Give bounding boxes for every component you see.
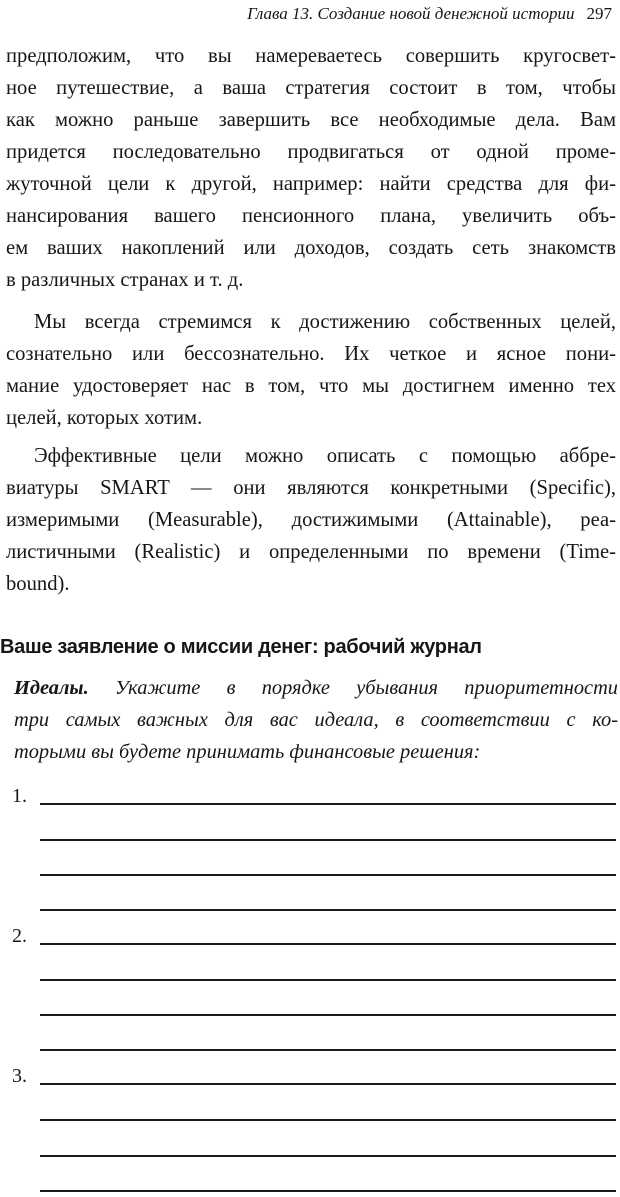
entry-2-write-line[interactable] bbox=[40, 1014, 616, 1016]
entry-3-write-line[interactable] bbox=[40, 1083, 616, 1085]
text-line: измеримыми (Measurable), достижимыми (Attainable), реа- bbox=[6, 509, 616, 531]
text-line: жуточной цели к другой, например: найти средства для фи- bbox=[6, 173, 616, 195]
paragraph-goals bbox=[6, 306, 616, 434]
text-line: придется последовательно продвигаться от одной проме- bbox=[6, 141, 616, 163]
text-line: предположим, что вы намереваетесь совершить кругосвет- bbox=[6, 45, 616, 67]
text-line: Эффективные цели можно описать с помощью аббре- bbox=[34, 445, 616, 467]
instruction-line: три самых важных для вас идеала, в соответствии с ко- bbox=[14, 709, 618, 731]
instruction-text: Укажите в порядке убывания приоритетности bbox=[114, 677, 618, 699]
entry-2-write-line[interactable] bbox=[40, 1049, 616, 1051]
entry-2-write-line[interactable] bbox=[40, 979, 616, 981]
entry-1-write-line[interactable] bbox=[40, 803, 616, 805]
text-line: сознательно или бессознательно. Их четкое и ясное пони- bbox=[6, 343, 616, 365]
running-head bbox=[200, 4, 612, 24]
chapter-title: Глава 13. Создание новой денежной истории bbox=[247, 4, 575, 23]
entry-label: 1. bbox=[12, 785, 27, 807]
text-line: ное путешествие, а ваша стратегия состоит в том, чтобы bbox=[6, 77, 616, 99]
text-line: виатуры SMART — они являются конкретными (Specific), bbox=[6, 477, 616, 499]
text-line: нансирования вашего пенсионного плана, увеличить объ- bbox=[6, 205, 616, 227]
entry-3-write-line[interactable] bbox=[40, 1155, 616, 1157]
entry-1-write-line[interactable] bbox=[40, 839, 616, 841]
text-line: целей, которых хотим. bbox=[6, 407, 203, 429]
entry-2-write-line[interactable] bbox=[40, 943, 616, 945]
instruction-line bbox=[14, 672, 618, 704]
entry-1-write-line[interactable] bbox=[40, 874, 616, 876]
text-line: мание удостоверяет нас в том, что мы достигнем именно тех bbox=[6, 375, 616, 397]
instruction-lead: Идеалы. bbox=[14, 677, 89, 699]
text-line: ем ваших накоплений или доходов, создать сеть знакомств bbox=[6, 237, 616, 259]
page-number: 297 bbox=[586, 4, 612, 23]
entry-3-write-line[interactable] bbox=[40, 1119, 616, 1121]
text-line: как можно раньше завершить все необходимые дела. Вам bbox=[6, 109, 616, 131]
paragraph-smart bbox=[6, 440, 616, 600]
text-line: в различных странах и т. д. bbox=[6, 269, 244, 291]
entry-1-write-line[interactable] bbox=[40, 909, 616, 911]
entry-label: 2. bbox=[12, 925, 27, 947]
entry-3-write-line[interactable] bbox=[40, 1190, 616, 1192]
text-line: листичными (Realistic) и определенными по времени (Time- bbox=[6, 541, 616, 563]
text-line: bound). bbox=[6, 573, 70, 595]
paragraph-travel-example bbox=[6, 40, 616, 296]
instruction-line: торыми вы будете принимать финансовые решения: bbox=[14, 741, 481, 763]
worksheet-instruction bbox=[14, 672, 618, 768]
text-line: Мы всегда стремимся к достижению собственных целей, bbox=[34, 311, 616, 333]
entry-label: 3. bbox=[12, 1065, 27, 1087]
section-heading: Ваше заявление о миссии денег: рабочий журнал bbox=[0, 636, 482, 658]
